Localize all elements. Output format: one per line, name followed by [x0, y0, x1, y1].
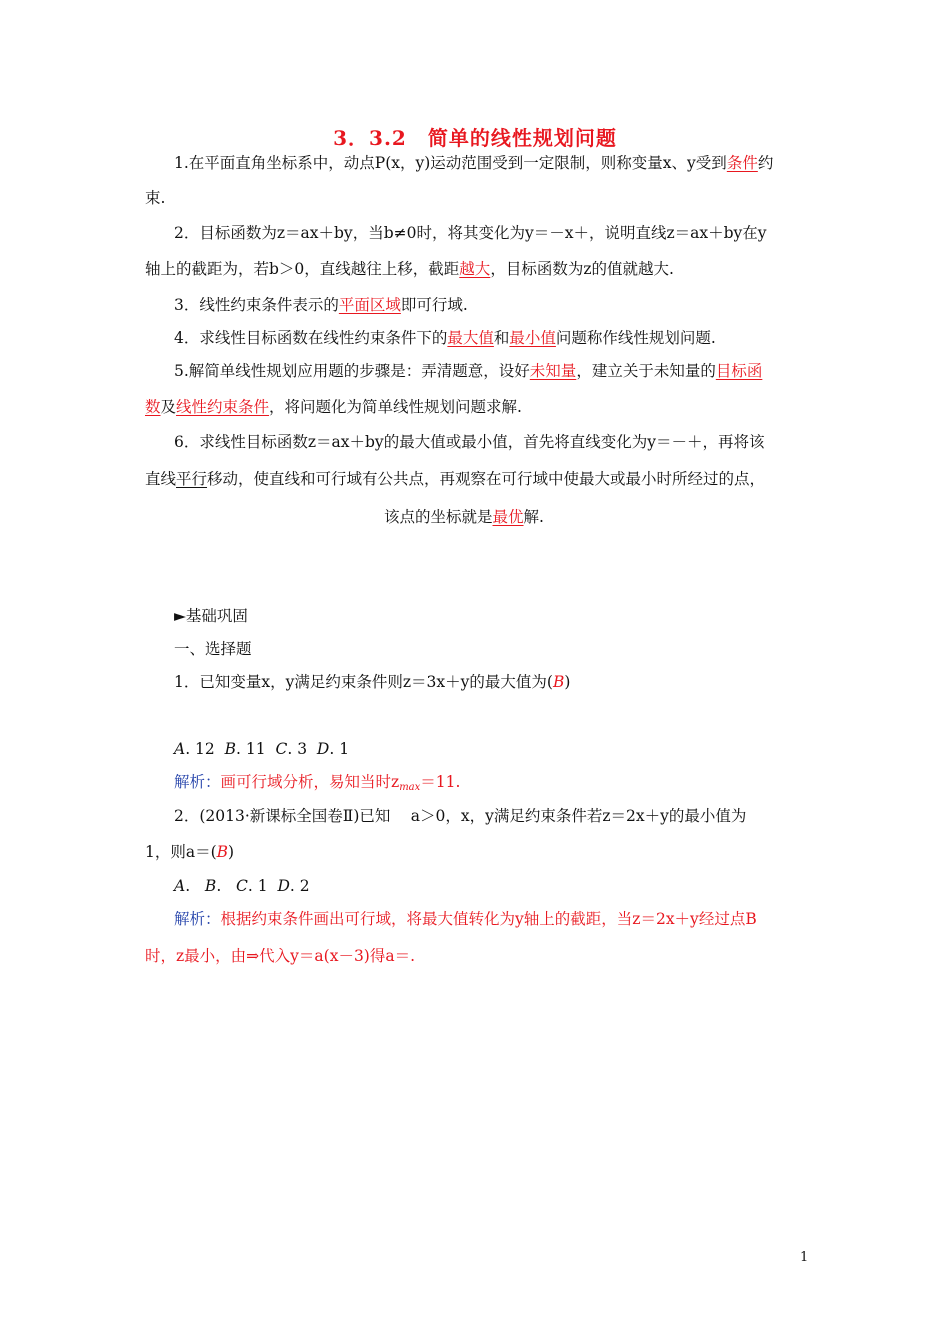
note-5-answer-2a: 目标函: [715, 362, 763, 380]
section-marker: ►基础巩固: [174, 607, 248, 625]
note-1-line-2: 束.: [145, 189, 166, 207]
jiexi-label: 解析: [174, 910, 206, 928]
jiexi-colon: ：: [205, 773, 221, 791]
question-2-answer: B: [216, 843, 229, 861]
note-6-text-end: 解.: [523, 508, 544, 526]
question-1-text: 1．已知变量x，y满足约束条件则z＝3x＋y的最大值为(: [174, 673, 553, 691]
note-3-text-tail: 即可行域.: [400, 296, 468, 314]
note-2-text: 轴上的截距为，若b＞0，直线越往上移，截距: [145, 260, 460, 278]
note-1-answer: 条件: [726, 154, 758, 172]
note-2-line-2: [145, 258, 674, 280]
option-a-label: A: [174, 740, 186, 758]
option-c-label: C: [236, 877, 248, 895]
explanation-text: 根据约束条件画出可行域，将最大值转化为y轴上的截距，当z＝2x＋y经过点B: [220, 910, 757, 928]
note-2-answer: 越大: [459, 260, 491, 278]
question-1-options: [174, 738, 349, 760]
note-5-answer-1: 未知量: [529, 362, 577, 380]
question-2-explanation-line-1: [174, 908, 757, 930]
option-c-label: C: [275, 740, 288, 758]
section-heading: 一、选择题: [174, 640, 252, 658]
option-b-value: .: [216, 877, 222, 895]
note-3-text: 3．线性约束条件表示的: [174, 296, 339, 314]
note-1-text-tail: 约: [757, 154, 774, 172]
note-5-answer-3: 线性约束条件: [176, 398, 270, 416]
note-6-line-1: 6．求线性目标函数z＝ax＋by的最大值或最小值，首先将直线变化为y＝－＋，再将该: [174, 433, 765, 451]
question-2-stem-line-2: [145, 841, 234, 863]
page-number: 1: [800, 1250, 809, 1265]
page-title: 3．3.2 简单的线性规划问题: [333, 126, 617, 150]
explanation-text: 画可行域分析，易知当时z: [220, 773, 400, 791]
note-5-text: 5.解简单线性规划应用题的步骤是：弄清题意，设好: [174, 362, 530, 380]
note-6-line-2: [145, 468, 765, 490]
option-d-value: . 2: [289, 877, 310, 895]
note-6-text-3: 该点的坐标就是: [384, 508, 493, 526]
note-6-line-3: [384, 506, 544, 528]
question-1-stem: [174, 671, 570, 693]
option-b-label: B: [204, 877, 217, 895]
note-2-text-tail: ，目标函数为z的值就越大.: [490, 260, 674, 278]
note-3: [174, 294, 468, 316]
option-a-label: A: [174, 877, 186, 895]
note-6-text: 直线: [145, 470, 177, 488]
question-2-options: [174, 875, 310, 897]
note-6-answer-2: 最优: [492, 508, 524, 526]
jiexi-colon: ：: [205, 910, 221, 928]
note-2-line-1: 2．目标函数为z＝ax＋by，当b≠0时，将其变化为y＝－x＋，说明直线z＝ax＋by在y: [174, 224, 767, 242]
note-5-line-1: [174, 360, 762, 382]
option-b-value: . 11: [236, 740, 266, 758]
note-4-text-mid: 和: [493, 329, 510, 347]
note-4: [174, 327, 716, 349]
question-2-stem-line-1: 2．(2013·新课标全国卷Ⅱ)已知 a＞0，x，y满足约束条件若z＝2x＋y的最小值为: [174, 807, 747, 825]
question-2-text: 1，则a＝(: [145, 843, 217, 861]
option-a-value: . 12: [185, 740, 215, 758]
option-b-label: B: [224, 740, 237, 758]
note-5-text-tail: ，将问题化为简单线性规划问题求解.: [269, 398, 522, 416]
option-d-label: D: [277, 877, 290, 895]
note-5-answer-2b: 数: [145, 398, 161, 416]
note-5-text-mid: ，建立关于未知量的: [576, 362, 716, 380]
explanation-subscript: max: [399, 782, 421, 793]
note-4-answer-2: 最小值: [509, 329, 556, 347]
question-1-explanation: [174, 771, 460, 799]
note-1-text: 1.在平面直角坐标系中，动点P(x，y)运动范围受到一定限制，则称变量x、y受到: [174, 154, 727, 172]
note-6-text-tail: 移动，使直线和可行域有公共点，再观察在可行域中使最大或最小时所经过的点，: [207, 470, 766, 488]
explanation-text-tail: ＝11.: [420, 773, 461, 791]
option-c-value: . 1: [247, 877, 268, 895]
note-4-answer-1: 最大值: [447, 329, 494, 347]
note-4-text-tail: 问题称作线性规划问题.: [555, 329, 716, 347]
note-5-text-and: 及: [160, 398, 177, 416]
option-d-value: . 1: [329, 740, 350, 758]
option-a-value: .: [185, 877, 191, 895]
option-d-label: D: [316, 740, 330, 758]
note-6-answer-1: 平行: [176, 470, 208, 488]
question-1-close: ): [564, 673, 571, 691]
question-2-close: ): [228, 843, 235, 861]
jiexi-label: 解析: [174, 773, 206, 791]
note-4-text: 4．求线性目标函数在线性约束条件下的: [174, 329, 448, 347]
option-c-value: . 3: [287, 740, 308, 758]
note-5-line-2: [145, 396, 522, 418]
question-2-explanation-line-2: 时，z最小，由⇒代入y＝a(x－3)得a＝.: [145, 947, 416, 965]
note-3-answer: 平面区域: [338, 296, 401, 314]
note-1-line-1: [174, 152, 773, 174]
question-1-answer: B: [552, 673, 565, 691]
